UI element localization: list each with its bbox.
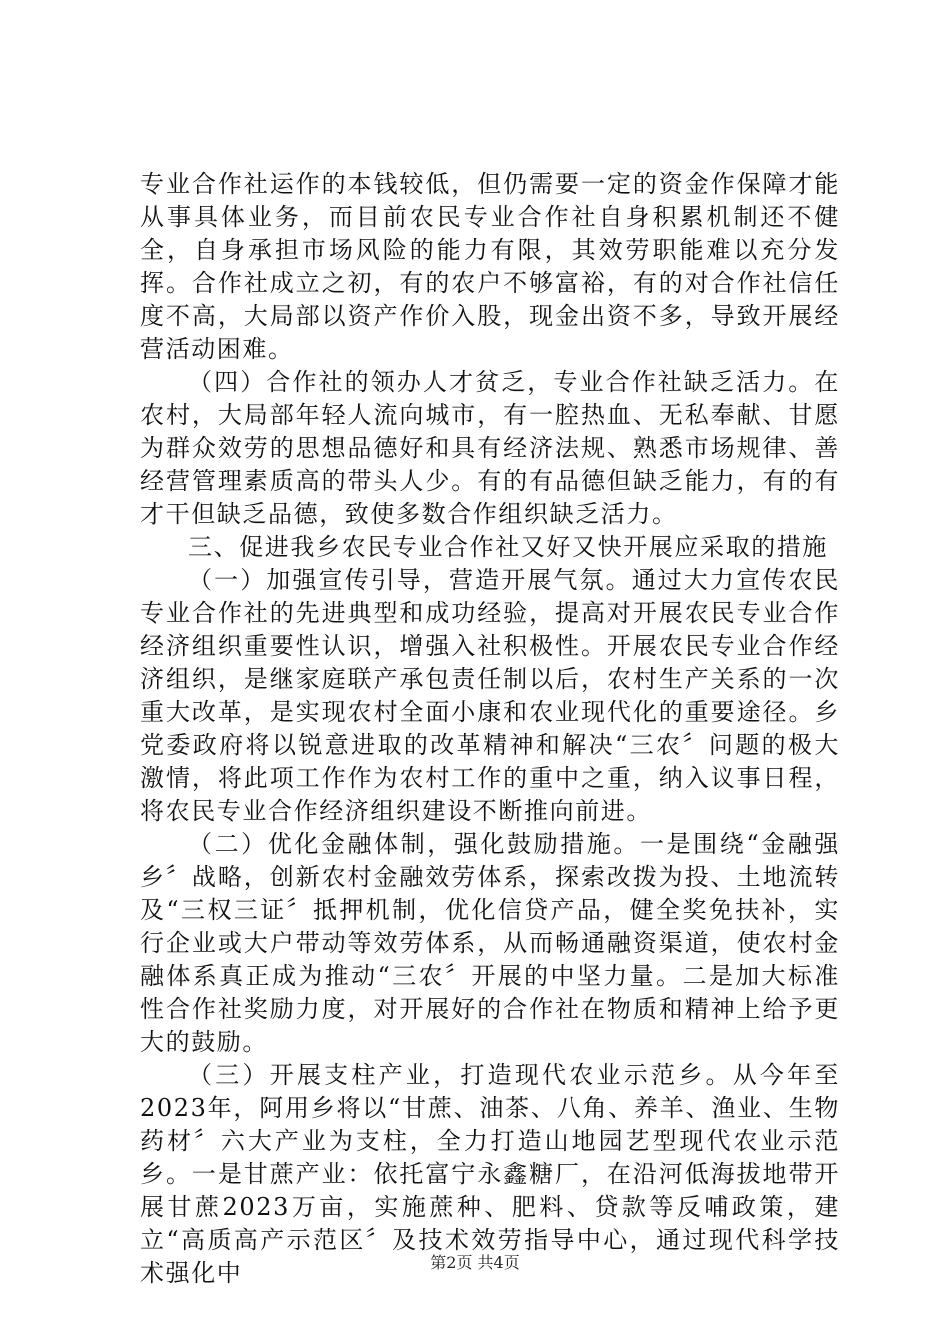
document-body bbox=[140, 168, 840, 1290]
paragraph-measure-two: （二）优化金融体制，强化鼓励措施。一是围绕“金融强乡〞战略，创新农村金融效劳体系，探索改拨为投、土地流转及“三权三证〞抵押机制，优化信贷产品，健全奖免扶补，实行企业或大户带动等效劳体系，从而畅通融资渠道，使农村金融体系真正成为推动“三农〞开展的中坚力量。二是加大标准性合作社奖励力度，对开展好的合作社在物质和精神上给予更大的鼓励。 bbox=[140, 830, 840, 1056]
section-heading-three: 三、促进我乡农民专业合作社又好又快开展应采取的措施 bbox=[188, 533, 828, 561]
page-footer: 第2页 共4页 bbox=[430, 1253, 520, 1272]
paragraph-measure-three: （三）开展支柱产业，打造现代农业示范乡。从今年至2023年，阿用乡将以“甘蔗、油茶、八角、养羊、渔业、生物药材〞六大产业为支柱，全力打造山地园艺型现代农业示范乡。一是甘蔗产业：依托富宁永鑫糖厂，在沿河低海拔地带开展甘蔗2023万亩，实施蔗种、肥料、贷款等反哺政策，建立“高质高产示范区〞及技术效劳指导中心，通过现代科学技术强化中 bbox=[140, 1061, 840, 1287]
paragraph-continuation: 专业合作社运作的本钱较低，但仍需要一定的资金作保障才能从事具体业务，而目前农民专业合作社自身积累机制还不健全，自身承担市场风险的能力有限，其效劳职能难以充分发挥。合作社成立之初，有的农户不够富裕，有的对合作社信任度不高，大局部以资产作价入股，现金出资不多，导致开展经营活动困难。 bbox=[140, 170, 840, 363]
paragraph-section-four: （四）合作社的领办人才贫乏，专业合作社缺乏活力。在农村，大局部年轻人流向城市，有一腔热血、无私奉献、甘愿为群众效劳的思想品德好和具有经济法规、熟悉市场规律、善经营管理素质高的带头人少。有的有品德但缺乏能力，有的有才干但缺乏品德，致使多数合作组织缺乏活力。 bbox=[140, 368, 840, 528]
paragraph-measure-one: （一）加强宣传引导，营造开展气氛。通过大力宣传农民专业合作社的先进典型和成功经验，提高对开展农民专业合作经济组织重要性认识，增强入社积极性。开展农民专业合作经济组织，是继家庭联产承包责任制以后，农村生产关系的一次重大改革，是实现农村全面小康和农业现代化的重要途径。乡党委政府将以锐意进取的改革精神和解决“三农〞问题的极大激情，将此项工作作为农村工作的重中之重，纳入议事日程，将农民专业合作经济组织建设不断推向前进。 bbox=[140, 566, 840, 825]
